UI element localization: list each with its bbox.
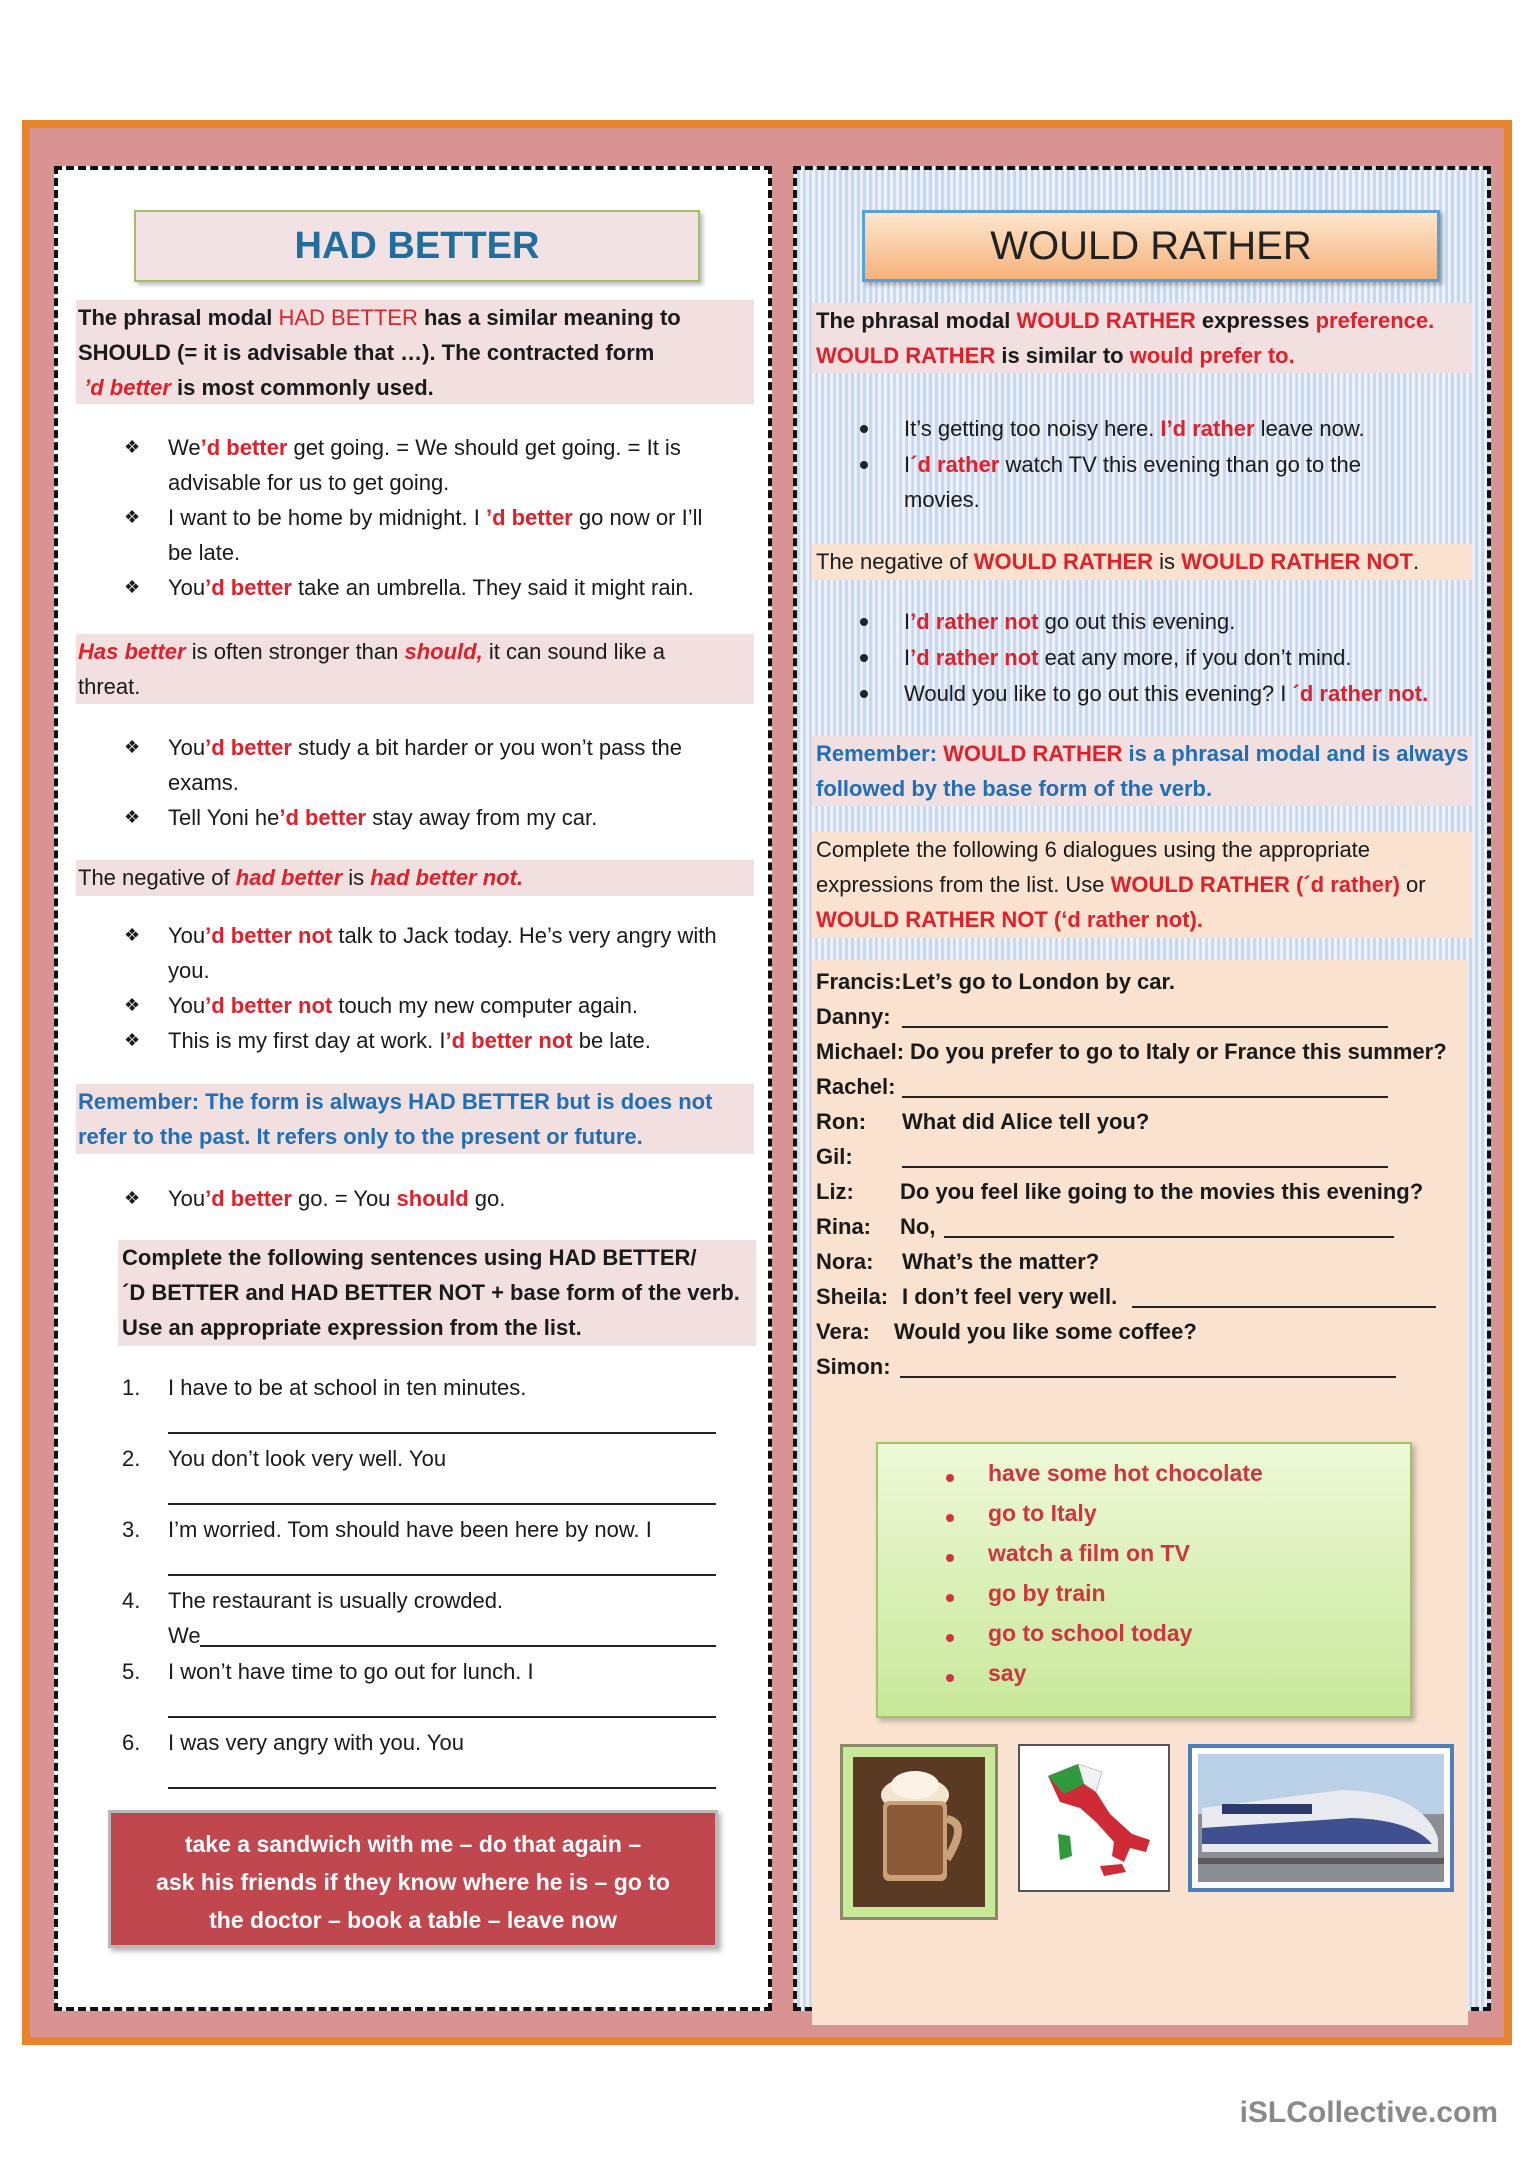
speaker-name: Rachel: [816, 1074, 896, 1099]
dialogue-line: I don’t feel very well. [902, 1284, 1118, 1309]
list-item: We’d better get going. = We should get going. = It is advisable for us to get going. [168, 435, 681, 495]
speaker-name: Rina: [816, 1214, 871, 1239]
exercise-number: 6. [122, 1730, 141, 1755]
bullet-icon [860, 461, 868, 469]
list-item: have some hot chocolate [988, 1460, 1263, 1486]
exercise-number: 2. [122, 1446, 141, 1471]
had-better-title: HAD BETTER [134, 210, 700, 282]
answer-line[interactable] [900, 1376, 1396, 1378]
bullet-icon: ❖ [124, 577, 141, 597]
had-better-negative: The negative of had better is had better not. [76, 860, 754, 896]
had-better-example-4: You’d better go. = You should go. [168, 1186, 506, 1211]
list-item: You’d better not talk to Jack today. He’s very angry with you. [168, 923, 717, 983]
dialogue-line: Do you feel like going to the movies this evening? [900, 1179, 1424, 1204]
bullet-icon [946, 1474, 954, 1482]
bullet-icon: ❖ [124, 995, 141, 1015]
would-rather-negative: The negative of WOULD RATHER is WOULD RATHER NOT. [812, 544, 1472, 580]
list-item: This is my first day at work. I’d better not be late. [168, 1028, 651, 1053]
speaker-name: Michael: [816, 1039, 905, 1064]
had-better-task: Complete the following sentences using HAD BETTER/ ´D BETTER and HAD BETTER NOT + base form of the verb. Use an appropriate expression from the list. [118, 1240, 756, 1346]
bullet-icon: ❖ [124, 507, 141, 527]
would-rather-remember: Remember: WOULD RATHER is a phrasal modal and is always followed by the base form of the verb. [812, 736, 1472, 806]
answer-line[interactable] [168, 1574, 716, 1576]
exercise-text: The restaurant is usually crowded. [168, 1588, 504, 1613]
would-rather-task: Complete the following 6 dialogues using the appropriate expressions from the list. Use WOULD RATHER (´d rather) or WOULD RATHER NOT (‘d rather not). [812, 832, 1472, 938]
list-item: I’d rather not eat any more, if you don’t mind. [904, 645, 1352, 670]
watermark: iSLCollective.com [1239, 2096, 1498, 2129]
bullet-icon [860, 425, 868, 433]
bullet-icon [860, 690, 868, 698]
bullet-icon: ❖ [124, 807, 141, 827]
answer-line[interactable] [168, 1503, 716, 1505]
bullet-icon [946, 1514, 954, 1522]
list-item: watch a film on TV [988, 1540, 1190, 1566]
bullet-icon [946, 1674, 954, 1682]
exercise-number: 4. [122, 1588, 141, 1613]
would-rather-expression-list [876, 1442, 1412, 1718]
exercise-text: I won’t have time to go out for lunch. I [168, 1659, 534, 1684]
speaker-name: Sheila: [816, 1284, 889, 1309]
bullet-icon [946, 1554, 954, 1562]
dialogue-line: What’s the matter? [902, 1249, 1100, 1274]
had-better-remember: Remember: The form is always HAD BETTER but is does not refer to the past. It refers only to the present or future. [76, 1084, 754, 1154]
exercise-text: I have to be at school in ten minutes. [168, 1375, 527, 1400]
bullet-icon [946, 1634, 954, 1642]
would-rather-title: WOULD RATHER [862, 210, 1440, 282]
bullet-icon: ❖ [124, 925, 141, 945]
bullet-icon: ❖ [124, 1188, 141, 1208]
list-item: You’d better take an umbrella. They said it might rain. [168, 575, 694, 600]
had-better-word-box: take a sandwich with me – do that again – ask his friends if they know where he is – go to the doctor – book a table – leave now [108, 1810, 718, 1948]
answer-line[interactable] [168, 1432, 716, 1434]
speaker-name: Liz: [816, 1179, 854, 1204]
dialogue-line: No, [900, 1214, 936, 1239]
answer-line[interactable] [168, 1716, 716, 1718]
speaker-name: Vera: [816, 1319, 870, 1344]
train-picture [1188, 1744, 1454, 1892]
list-item: go by train [988, 1580, 1106, 1606]
list-item: You’d better not touch my new computer again. [168, 993, 638, 1018]
exercise-text: We [168, 1623, 201, 1648]
list-item: I´d rather watch TV this evening than go to the movies. [904, 452, 1361, 512]
had-better-note: Has better is often stronger than should, it can sound like a threat. [76, 634, 754, 704]
exercise-number: 5. [122, 1659, 141, 1684]
hot-chocolate-picture [840, 1744, 998, 1920]
dialogue-line: Let’s go to London by car. [902, 969, 1175, 994]
speaker-name: Danny: [816, 1004, 891, 1029]
speaker-name: Ron: [816, 1109, 867, 1134]
speaker-name: Nora: [816, 1249, 874, 1274]
dialogue-line: What did Alice tell you? [902, 1109, 1150, 1134]
bullet-icon: ❖ [124, 1030, 141, 1050]
speaker-name: Simon: [816, 1354, 891, 1379]
answer-line[interactable] [168, 1787, 716, 1789]
list-item: Tell Yoni he’d better stay away from my car. [168, 805, 598, 830]
exercise-text: I’m worried. Tom should have been here by now. I [168, 1517, 652, 1542]
bullet-icon [860, 618, 868, 626]
list-item: go to Italy [988, 1500, 1097, 1526]
dialogue-line: Do you prefer to go to Italy or France this summer? [910, 1039, 1447, 1064]
bullet-icon: ❖ [124, 437, 141, 457]
list-item: go to school today [988, 1620, 1193, 1646]
exercise-text: You don’t look very well. You [168, 1446, 447, 1471]
speaker-name: Gil: [816, 1144, 853, 1169]
bullet-icon: ❖ [124, 737, 141, 757]
list-item: say [988, 1660, 1027, 1686]
list-item: You’d better study a bit harder or you won’t pass the exams. [168, 735, 683, 795]
had-better-intro: The phrasal modal HAD BETTER has a similar meaning to SHOULD (= it is advisable that …). The contracted form ’d better is most commonly used. [76, 300, 754, 404]
list-item: I want to be home by midnight. I ’d better go now or I’ll be late. [168, 505, 703, 565]
answer-line[interactable] [902, 1096, 1388, 1098]
list-item: It’s getting too noisy here. I’d rather leave now. [904, 416, 1365, 441]
exercise-number: 1. [122, 1375, 141, 1400]
answer-line[interactable] [1132, 1306, 1436, 1308]
speaker-name: Francis: [816, 969, 902, 994]
would-rather-intro: The phrasal modal WOULD RATHER expresses preference. WOULD RATHER is similar to would prefer to. [812, 303, 1472, 373]
exercise-number: 3. [122, 1517, 141, 1542]
bullet-icon [946, 1594, 954, 1602]
exercise-text: I was very angry with you. You [168, 1730, 464, 1755]
dialogue-line: Would you like some coffee? [894, 1319, 1197, 1344]
answer-line[interactable] [902, 1166, 1388, 1168]
answer-line[interactable] [944, 1236, 1394, 1238]
list-item: Would you like to go out this evening? I ´d rather not. [904, 681, 1429, 706]
answer-line[interactable] [902, 1026, 1388, 1028]
bullet-icon [860, 654, 868, 662]
answer-line[interactable] [200, 1645, 716, 1647]
list-item: I’d rather not go out this evening. [904, 609, 1236, 634]
italy-map-picture [1018, 1744, 1170, 1892]
